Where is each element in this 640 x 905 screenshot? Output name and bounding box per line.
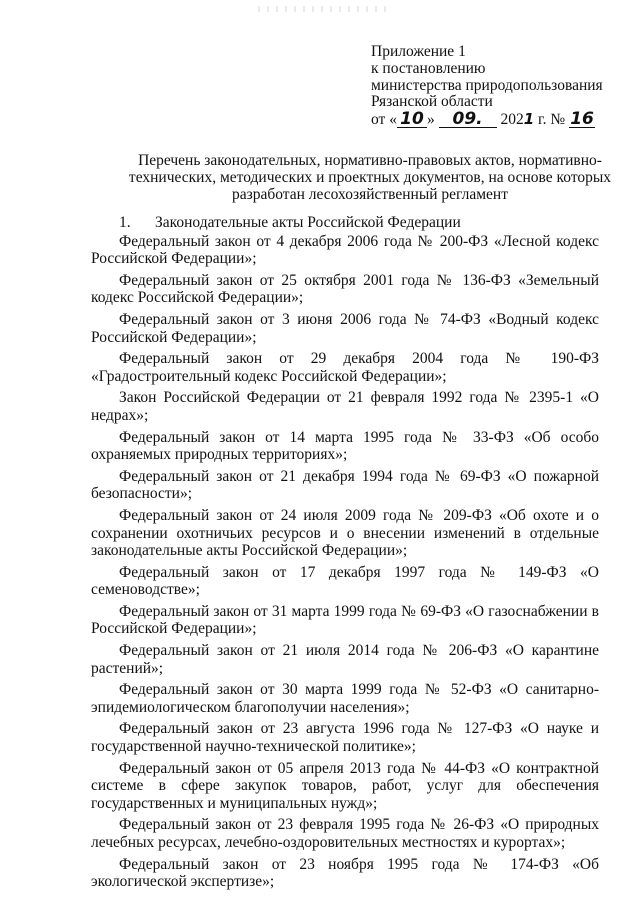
year-suffix: г. №: [534, 111, 566, 129]
resolution-label: к постановлению: [371, 59, 486, 77]
date-day: [397, 109, 427, 130]
handwritten-day: 10: [400, 109, 424, 130]
list-item: Федеральный закон от 30 марта 1999 года № 52-ФЗ «О санитарно-эпидемиологическом благополучии населения»;: [91, 681, 599, 716]
date-prefix: от «: [371, 111, 397, 129]
list-item: Федеральный закон от 21 июля 2014 года № 206-ФЗ «О карантине растений»;: [91, 642, 599, 677]
year-prefix: 202: [500, 111, 524, 129]
appendix-header: [371, 44, 611, 129]
list-item: Федеральный закон от 25 октября 2001 года № 136-ФЗ «Земельный кодекс Российской Федерации»;: [91, 271, 599, 307]
section-heading: [91, 214, 599, 232]
section-number: 1.: [119, 214, 131, 231]
doc-number: [569, 109, 595, 130]
date-number-line: [371, 111, 611, 129]
list-item: Федеральный закон от 4 декабря 2006 года № 200-ФЗ «Лесной кодекс Российской Федерации»;: [91, 232, 599, 268]
list-item: Федеральный закон от 14 марта 1995 года № 33-ФЗ «Об особо охраняемых природных территориях»;: [91, 428, 599, 464]
handwritten-number: 16: [570, 109, 594, 130]
list-item: Федеральный закон от 31 марта 1999 года № 69-ФЗ «О газоснабжении в Российской Федерации»;: [91, 602, 599, 638]
list-item: Федеральный закон от 3 июня 2006 года № 74-ФЗ «Водный кодекс Российской Федерации»;: [91, 310, 599, 346]
date-mid: »: [426, 111, 435, 129]
list-item: Закон Российской Федерации от 21 февраля 1992 года № 2395-1 «О недрах»;: [91, 389, 599, 424]
list-item: Федеральный закон от 05 апреля 2013 года № 44-ФЗ «О контрактной системе в сфере закупок товаров, работ, услуг для обеспечения государственных и муниципальных нужд»;: [91, 759, 599, 812]
list-item: Федеральный закон от 23 августа 1996 года № 127-ФЗ «О науке и государственной научно-технической политике»;: [91, 720, 599, 756]
list-item: Федеральный закон от 29 декабря 2004 года № 190-ФЗ «Градостроительный кодекс Российской Федерации»;: [91, 350, 599, 385]
list-item: Федеральный закон от 21 декабря 1994 года № 69-ФЗ «О пожарной безопасности»;: [91, 467, 599, 503]
document-body: [91, 214, 599, 895]
list-item: Федеральный закон от 24 июля 2009 года № 209-ФЗ «Об охоте и о сохранении охотничьих ресурсов и о внесении изменений в отдельные законодательные акты Российской Федерации»;: [91, 506, 599, 560]
section-title: Законодательные акты Российской Федерации: [155, 214, 461, 231]
list-item: Федеральный закон от 23 ноября 1995 года № 174-ФЗ «Об экологической экспертизе»;: [91, 855, 599, 891]
scan-artifact: [258, 6, 388, 12]
handwritten-month: 09.: [452, 109, 483, 130]
region-label: Рязанской области: [371, 93, 493, 111]
document-title: Перечень законодательных, нормативно-правовых актов, нормативно-технических, методических и проектных документов, на основе которых разработан лесохозяйственный регламент: [128, 152, 612, 203]
handwritten-year-digit: 1: [523, 110, 535, 129]
date-month: [439, 109, 497, 130]
list-item: Федеральный закон от 23 февраля 1995 года № 26-ФЗ «О природных лечебных ресурсах, лечебно-оздоровительных местностях и курортах»;: [91, 816, 599, 851]
list-item: Федеральный закон от 17 декабря 1997 года № 149-ФЗ «О семеноводстве»;: [91, 563, 599, 599]
appendix-label: Приложение 1: [371, 43, 466, 60]
ministry-label: министерства природопользования: [371, 76, 603, 94]
